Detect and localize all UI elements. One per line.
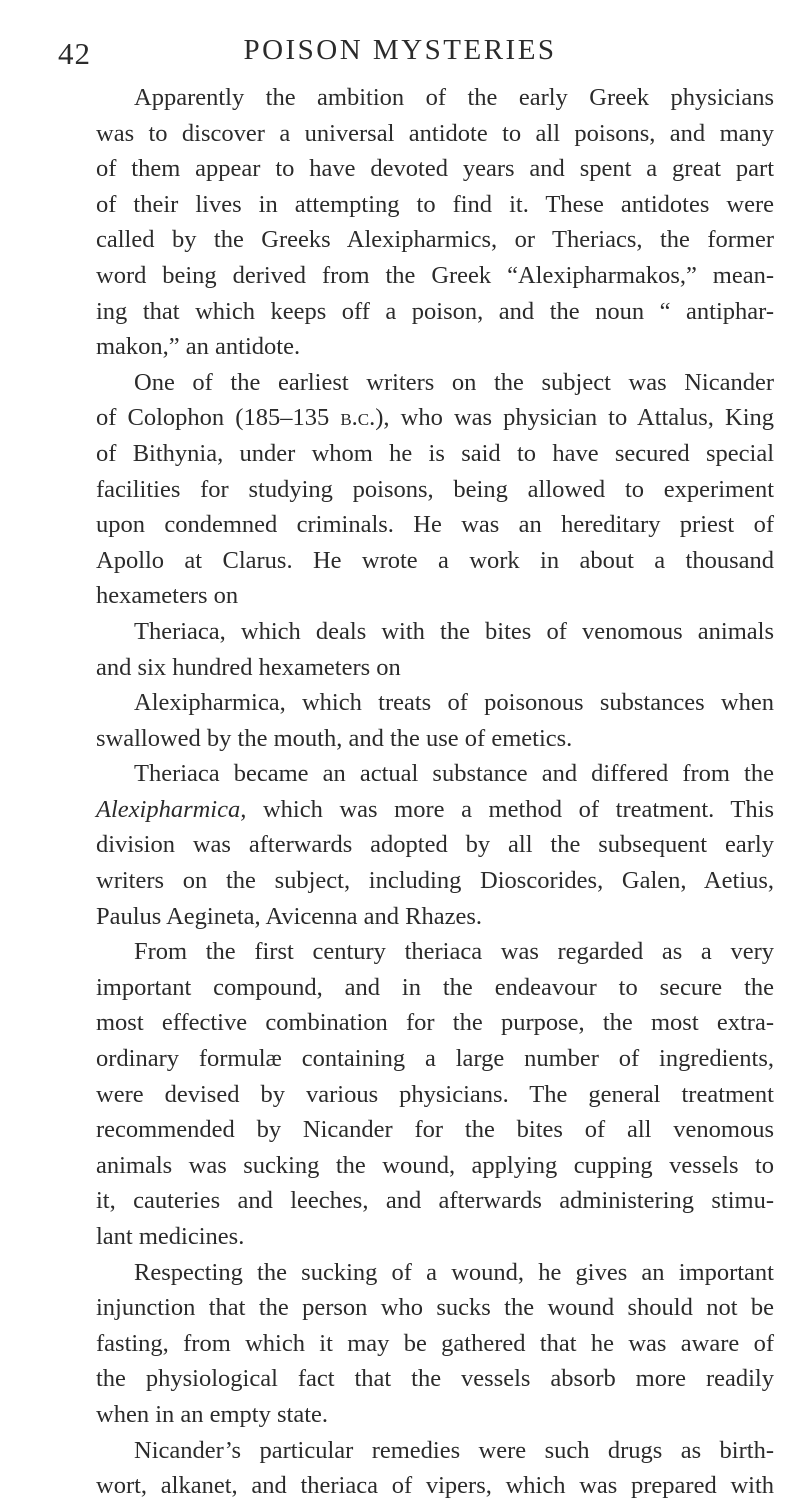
running-head: POISON MYSTERIES [243, 34, 557, 66]
text-line: Theriaca became an actual substance and differed from the [134, 760, 774, 788]
text-line: of them appear to have devoted years and spent a great part [96, 155, 774, 183]
text-line: division was afterwards adopted by all the subsequent early [96, 831, 774, 859]
text-line: Apollo at Clarus. He wrote a work in about a thousand [96, 546, 774, 574]
text-line: Respecting the sucking of a wound, he gives an important [134, 1258, 774, 1286]
text-line: the physiological fact that the vessels absorb more readily [96, 1365, 774, 1393]
text-line: it, cauteries and leeches, and afterwards administering stimu- [96, 1187, 774, 1215]
text-line: of their lives in attempting to find it. These antidotes were [96, 190, 774, 218]
text-line: One of the earliest writers on the subject was Nicander [134, 368, 774, 396]
text-line: important compound, and in the endeavour to secure the [96, 973, 774, 1001]
page-header [0, 30, 800, 74]
text-line: of Colophon (185–135 b.c.), who was physician to Attalus, King [96, 404, 775, 432]
text-line: injunction that the person who sucks the wound should not be [96, 1294, 774, 1322]
page-number: 42 [58, 36, 91, 71]
text-line: animals was sucking the wound, applying cupping vessels to [96, 1151, 774, 1179]
text-line: and six hundred hexameters on [96, 653, 401, 681]
text-line: most effective combination for the purpose, the most extra- [96, 1009, 774, 1037]
text-line: of Bithynia, under whom he is said to have secured special [96, 439, 774, 467]
text-line: recommended by Nicander for the bites of all venomous [96, 1116, 774, 1144]
text-line: Theriaca, which deals with the bites of venomous animals [134, 617, 774, 645]
text-line: hexameters on [96, 582, 239, 610]
text-line: Nicander’s particular remedies were such drugs as birth- [134, 1436, 774, 1464]
text-line: Alexipharmica, which treats of poisonous substances when [134, 689, 774, 717]
text-line: word being derived from the Greek “Alexipharmakos,” mean- [96, 261, 774, 289]
text-line: fasting, from which it may be gathered that he was aware of [96, 1329, 774, 1357]
text-line: lant medicines. [96, 1223, 245, 1250]
text-line: Apparently the ambition of the early Greek physicians [134, 84, 774, 111]
text-line: when in an empty state. [96, 1400, 329, 1428]
text-line: writers on the subject, including Dioscorides, Galen, Aetius, [96, 867, 774, 895]
text-line: swallowed by the mouth, and the use of emetics. [96, 724, 573, 752]
text-line: Alexipharmica, which was more a method of treatment. This [96, 795, 774, 823]
text-line: ordinary formulæ containing a large number of ingredients, [96, 1045, 774, 1073]
text-line: facilities for studying poisons, being allowed to experiment [96, 475, 774, 503]
text-line: were devised by various physicians. The general treatment [96, 1080, 774, 1108]
text-line: was to discover a universal antidote to all poisons, and many [96, 119, 774, 147]
text-line: Paulus Aegineta, Avicenna and Rhazes. [96, 902, 482, 930]
text-line: called by the Greeks Alexipharmics, or Theriacs, the former [96, 226, 774, 254]
text-line: wort, alkanet, and theriaca of vipers, which was prepared with [96, 1472, 774, 1500]
text-line: makon,” an antidote. [96, 333, 301, 361]
text-line: upon condemned criminals. He was an hereditary priest of [96, 511, 774, 539]
text-line: From the first century theriaca was regarded as a very [134, 938, 774, 966]
text-line: ing that which keeps off a poison, and the noun “ antiphar- [96, 297, 774, 325]
body-text [96, 80, 774, 1504]
